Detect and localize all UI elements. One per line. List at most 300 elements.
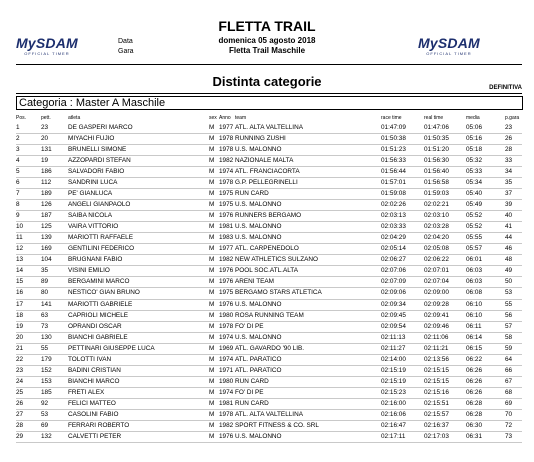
cell-sex: M <box>209 223 215 231</box>
table-row <box>16 167 522 178</box>
cell-atleta: FERRARI ROBERTO <box>68 421 130 429</box>
cell-team: BERGAMO STARS ATLETICA <box>235 289 322 297</box>
table-row <box>16 333 522 344</box>
cell-team: U.S. MALONNO <box>235 201 282 209</box>
cell-anno: 1977 <box>219 124 234 131</box>
table-row <box>16 189 522 200</box>
cell-pgara: 66 <box>505 366 513 374</box>
cell-pos: 28 <box>16 421 24 429</box>
cell-sex: M <box>209 157 215 165</box>
cell-team: ATL. CARPENEDOLO <box>235 245 299 253</box>
cell-atleta: FRETI ALEX <box>68 388 105 396</box>
cell-pgara: 58 <box>505 333 513 341</box>
cell-team: FO' DI PE <box>235 388 264 396</box>
cell-real-time: 02:16:37 <box>424 421 449 429</box>
table-row <box>16 233 522 244</box>
table-row <box>16 432 522 443</box>
cell-sex: M <box>209 168 215 176</box>
logo-tagline: OFFICIAL TIMER <box>426 51 472 56</box>
cell-real-time: 02:04:20 <box>424 234 449 242</box>
cell-atleta: SALVADORI FABIO <box>68 168 125 176</box>
cell-anno: 1980 <box>219 377 234 385</box>
cell-pos: 12 <box>16 245 24 253</box>
cell-pgara: 55 <box>505 300 513 308</box>
cell-pgara: 33 <box>505 157 513 165</box>
cell-sex: M <box>209 300 215 308</box>
cell-pos: 11 <box>16 234 23 242</box>
cell-pett: 112 <box>41 179 52 187</box>
cell-atleta: BADINI CRISTIAN <box>68 366 121 374</box>
cell-pett: 152 <box>41 366 52 374</box>
cell-media: 06:10 <box>466 300 482 308</box>
cell-pgara: 26 <box>505 135 513 143</box>
cell-sex: M <box>209 377 215 385</box>
cell-anno: 1975 <box>219 190 234 198</box>
cell-pgara: 41 <box>505 223 513 231</box>
cell-pett: 126 <box>41 201 52 209</box>
cell-media: 06:03 <box>466 267 482 275</box>
cell-pgara: 73 <box>505 432 513 440</box>
cell-atleta: MARIOTTI GABRIELE <box>68 300 133 308</box>
cell-team: U.S. MALONNO <box>235 300 282 308</box>
cell-media: 05:06 <box>466 124 482 131</box>
col-real-time: real time <box>424 115 444 121</box>
cell-race-time: 02:06:27 <box>381 256 406 264</box>
logo-tagline: OFFICIAL TIMER <box>24 51 70 56</box>
cell-team: RUN CARD <box>235 190 269 198</box>
cell-real-time: 02:11:06 <box>424 333 449 341</box>
cell-real-time: 02:15:57 <box>424 410 449 418</box>
cell-pgara: 40 <box>505 212 513 220</box>
cell-team: U.S. MALONNO <box>235 333 282 341</box>
cell-pgara: 57 <box>505 322 513 330</box>
cell-atleta: PE' GIANLUCA <box>68 190 113 198</box>
cell-anno: 1980 <box>219 311 234 319</box>
cell-atleta: CAPRIOLI MICHELE <box>68 311 129 319</box>
cell-atleta: NESTICO' GIAN BRUNO <box>68 289 140 297</box>
cell-pos: 8 <box>16 201 20 209</box>
cell-anno: 1978 <box>219 146 234 154</box>
cell-atleta: BERGAMINI MARCO <box>68 278 130 286</box>
cell-pos: 1 <box>16 124 20 131</box>
cell-atleta: ANGELI GIANPAOLO <box>68 201 131 209</box>
table-row <box>16 344 522 355</box>
cell-atleta: VISINI EMILIO <box>68 267 110 275</box>
cell-team: RUN CARD <box>235 399 269 407</box>
cell-anno: 1981 <box>219 399 234 407</box>
cell-pos: 17 <box>16 300 24 308</box>
col-pett: pett. <box>41 115 51 121</box>
cell-race-time: 02:15:19 <box>381 377 406 385</box>
cell-pgara: 72 <box>505 421 513 429</box>
cell-sex: M <box>209 421 215 429</box>
cell-real-time: 01:56:40 <box>424 168 449 176</box>
cell-sex: M <box>209 212 215 220</box>
cell-sex: M <box>209 124 215 131</box>
cell-pett: 187 <box>41 212 52 220</box>
cell-real-time: 01:56:58 <box>424 179 449 187</box>
cell-pgara: 50 <box>505 278 513 286</box>
cell-anno: 1974 <box>219 168 234 176</box>
cell-pos: 26 <box>16 399 24 407</box>
cell-pos: 6 <box>16 179 20 187</box>
cell-race-time: 01:51:23 <box>381 146 406 154</box>
col-pgara: p.gara <box>505 115 520 121</box>
cell-anno: 1978 <box>219 135 234 143</box>
cell-pgara: 59 <box>505 344 513 352</box>
cell-team: U.S. MALONNO <box>235 223 282 231</box>
cell-anno: 1976 <box>219 278 234 286</box>
table-row <box>16 377 522 388</box>
cell-media: 05:16 <box>466 135 482 143</box>
cell-race-time: 02:07:09 <box>381 278 406 286</box>
cell-race-time: 02:15:19 <box>381 366 406 374</box>
cell-anno: 1975 <box>219 201 234 209</box>
cell-team: ATL. PARATICO <box>235 366 282 374</box>
cell-sex: M <box>209 344 215 352</box>
cell-pos: 9 <box>16 212 20 220</box>
cell-atleta: BIANCHI GABRIELE <box>68 333 128 341</box>
cell-sex: M <box>209 289 215 297</box>
cell-media: 05:18 <box>466 146 482 154</box>
cell-sex: M <box>209 256 215 264</box>
cell-atleta: OPRANDI OSCAR <box>68 322 122 330</box>
cell-pgara: 69 <box>505 399 513 407</box>
cell-pos: 25 <box>16 388 24 396</box>
table-row <box>16 222 522 233</box>
cell-sex: M <box>209 234 215 242</box>
col-pos: Pos. <box>16 115 27 121</box>
cell-media: 05:32 <box>466 157 482 165</box>
cell-media: 05:55 <box>466 234 482 242</box>
cell-race-time: 02:11:13 <box>381 333 406 341</box>
cell-pos: 21 <box>16 344 24 352</box>
cell-team: ARENI TEAM <box>235 278 274 286</box>
cell-anno: 1976 <box>219 432 234 440</box>
cell-pett: 141 <box>41 300 52 308</box>
cell-sex: M <box>209 278 215 286</box>
cell-pgara: 39 <box>505 201 513 209</box>
cell-race-time: 02:17:11 <box>381 432 406 440</box>
cell-sex: M <box>209 366 215 374</box>
cell-atleta: SAIBA NICOLA <box>68 212 113 220</box>
cell-sex: M <box>209 355 215 363</box>
cell-team: ATL. ALTA VALTELLINA <box>235 410 303 418</box>
cell-anno: 1982 <box>219 256 234 264</box>
cell-real-time: 02:15:16 <box>424 388 449 396</box>
table-row <box>16 288 522 299</box>
table-row <box>16 255 522 266</box>
cell-media: 06:26 <box>466 366 482 374</box>
cell-anno: 1978 <box>219 410 234 418</box>
cell-atleta: BIANCHI MARCO <box>68 377 120 385</box>
cell-real-time: 02:15:15 <box>424 366 449 374</box>
cell-pos: 5 <box>16 168 20 176</box>
cell-media: 05:34 <box>466 179 482 187</box>
table-row <box>16 322 522 333</box>
cell-team: ATL. PARATICO <box>235 355 282 363</box>
cell-atleta: CALVETTI PETER <box>68 432 122 440</box>
cell-pett: 89 <box>41 278 49 286</box>
gara-label: Gara <box>118 48 134 55</box>
cell-race-time: 02:03:13 <box>381 212 406 220</box>
cell-team: U.S. MALONNO <box>235 432 282 440</box>
cell-race-time: 01:47:09 <box>381 124 406 131</box>
table-row <box>16 300 522 311</box>
cell-pos: 22 <box>16 355 24 363</box>
cell-team: ATL. FRANCIACORTA <box>235 168 300 176</box>
cell-atleta: MARIOTTI RAFFAELE <box>68 234 133 242</box>
cell-pgara: 53 <box>505 289 513 297</box>
cell-pos: 15 <box>16 278 24 286</box>
table-header <box>16 114 522 122</box>
cell-anno: 1982 <box>219 421 234 429</box>
cell-pgara: 35 <box>505 179 513 187</box>
cell-atleta: MIYACHI FUJIO <box>68 135 115 143</box>
cell-anno: 1976 <box>219 300 234 308</box>
cell-pett: 92 <box>41 399 49 407</box>
cell-anno: 1978 <box>219 179 234 187</box>
cell-media: 06:11 <box>466 322 482 330</box>
cell-anno: 1974 <box>219 388 234 396</box>
cell-pett: 55 <box>41 344 49 352</box>
cell-real-time: 02:07:04 <box>424 278 449 286</box>
cell-race-time: 02:14:00 <box>381 355 406 363</box>
cell-pos: 13 <box>16 256 24 264</box>
cell-anno: 1982 <box>219 157 234 165</box>
data-label: Data <box>118 38 133 45</box>
cell-team: G.P. PELLEGRINELLI <box>235 179 298 187</box>
logo-wordmark: MySDAM <box>16 35 78 51</box>
cell-race-time: 02:09:54 <box>381 322 406 330</box>
cell-pos: 16 <box>16 289 24 297</box>
cell-team: ATL. ALTA VALTELLINA <box>235 124 303 131</box>
table-row <box>16 410 522 421</box>
cell-media: 06:08 <box>466 289 482 297</box>
cell-real-time: 02:09:46 <box>424 322 449 330</box>
cell-real-time: 01:47:06 <box>424 124 449 131</box>
cell-team: NAZIONALE MALTA <box>235 157 294 165</box>
cell-sex: M <box>209 245 215 253</box>
table-row <box>16 200 522 211</box>
cell-pett: 189 <box>41 190 52 198</box>
cell-media: 06:31 <box>466 432 482 440</box>
cell-sex: M <box>209 201 215 209</box>
cell-pos: 20 <box>16 333 24 341</box>
table-row <box>16 178 522 189</box>
col-team: team <box>235 115 247 121</box>
cell-pett: 131 <box>41 146 52 154</box>
table-row <box>16 421 522 432</box>
cell-team: RUN CARD <box>235 377 269 385</box>
cell-race-time: 01:50:38 <box>381 135 406 143</box>
cell-race-time: 02:05:14 <box>381 245 406 253</box>
cell-anno: 1976 <box>219 212 234 220</box>
cell-pos: 10 <box>16 223 24 231</box>
cell-media: 05:49 <box>466 201 482 209</box>
cell-atleta: BRUNELLI SIMONE <box>68 146 127 154</box>
cell-anno: 1981 <box>219 223 234 231</box>
cell-race-time: 02:11:27 <box>381 344 406 352</box>
title-divider <box>16 93 522 94</box>
cell-pett: 125 <box>41 223 52 231</box>
cell-pett: 53 <box>41 410 49 418</box>
cell-team: RUNNING ZUSHI <box>235 135 286 143</box>
cell-pgara: 70 <box>505 410 513 418</box>
logo-wordmark: MySDAM <box>418 35 480 51</box>
cell-anno: 1978 <box>219 322 234 330</box>
cell-pett: 185 <box>41 388 52 396</box>
cell-media: 05:52 <box>466 212 482 220</box>
cell-real-time: 01:59:03 <box>424 190 449 198</box>
cell-pos: 23 <box>16 366 24 374</box>
cell-media: 05:52 <box>466 223 482 231</box>
cell-atleta: DE GASPERI MARCO <box>68 124 133 131</box>
cell-sex: M <box>209 322 215 330</box>
col-race-time: race time <box>381 115 402 121</box>
cell-real-time: 02:11:21 <box>424 344 449 352</box>
table-row <box>16 355 522 366</box>
col-atleta: atleta <box>68 115 81 121</box>
cell-anno: 1971 <box>219 366 234 374</box>
cell-real-time: 02:05:08 <box>424 245 449 253</box>
cell-sex: M <box>209 190 215 198</box>
cell-pett: 169 <box>41 245 52 253</box>
cell-sex: M <box>209 135 215 143</box>
cell-atleta: CASOLINI FABIO <box>68 410 119 418</box>
cell-team: ROSA RUNNING TEAM <box>235 311 304 319</box>
event-name: Fletta Trail Maschile <box>228 46 306 55</box>
cell-atleta: FELICI MATTEO <box>68 399 116 407</box>
cell-race-time: 02:04:29 <box>381 234 406 242</box>
header-divider <box>16 64 522 65</box>
cell-pos: 3 <box>16 146 20 154</box>
cell-race-time: 01:59:08 <box>381 190 406 198</box>
document-title: Distinta categorie <box>212 74 322 89</box>
cell-pett: 130 <box>41 333 52 341</box>
cell-team: U.S. MALONNO <box>235 146 282 154</box>
cell-pgara: 34 <box>505 168 513 176</box>
cell-media: 06:26 <box>466 388 482 396</box>
cell-pgara: 44 <box>505 234 513 242</box>
cell-real-time: 01:56:30 <box>424 157 449 165</box>
cell-media: 06:10 <box>466 311 482 319</box>
cell-pos: 7 <box>16 190 20 198</box>
cell-pgara: 67 <box>505 377 513 385</box>
cell-pgara: 48 <box>505 256 513 264</box>
cell-sex: M <box>209 179 215 187</box>
cell-media: 06:14 <box>466 333 482 341</box>
cell-pgara: 68 <box>505 388 513 396</box>
cell-pos: 18 <box>16 311 24 319</box>
cell-pett: 186 <box>41 168 52 176</box>
cell-anno: 1974 <box>219 333 234 341</box>
table-row <box>16 266 522 277</box>
cell-pett: 63 <box>41 311 49 319</box>
cell-race-time: 01:57:01 <box>381 179 406 187</box>
cell-pett: 35 <box>41 267 49 275</box>
cell-real-time: 02:03:10 <box>424 212 449 220</box>
cell-team: SPORT FITNESS & CO. SRL <box>235 421 319 429</box>
category-box: Categoria : Master A Maschile <box>16 96 523 110</box>
cell-race-time: 02:09:34 <box>381 300 406 308</box>
cell-atleta: VAIRA VITTORIO <box>68 223 119 231</box>
cell-anno: 1969 <box>219 344 234 352</box>
cell-pett: 153 <box>41 377 52 385</box>
cell-real-time: 02:06:22 <box>424 256 449 264</box>
table-row <box>16 156 522 167</box>
cell-sex: M <box>209 311 215 319</box>
cell-pgara: 28 <box>505 146 513 154</box>
cell-pos: 29 <box>16 432 24 440</box>
cell-real-time: 02:13:56 <box>424 355 449 363</box>
cell-atleta: TOLOTTI IVAN <box>68 355 112 363</box>
cell-pett: 23 <box>41 124 49 131</box>
cell-real-time: 01:50:35 <box>424 135 449 143</box>
cell-race-time: 02:03:33 <box>381 223 406 231</box>
table-row <box>16 123 522 134</box>
cell-media: 06:15 <box>466 344 482 352</box>
cell-pett: 80 <box>41 289 49 297</box>
table-row <box>16 388 522 399</box>
table-row <box>16 311 522 322</box>
cell-media: 06:03 <box>466 278 482 286</box>
cell-race-time: 02:09:06 <box>381 289 406 297</box>
cell-pgara: 49 <box>505 267 513 275</box>
cell-pett: 20 <box>41 135 49 143</box>
cell-media: 06:22 <box>466 355 482 363</box>
event-title: FLETTA TRAIL <box>218 18 316 34</box>
table-row <box>16 134 522 145</box>
cell-sex: M <box>209 432 215 440</box>
cell-real-time: 02:09:41 <box>424 311 449 319</box>
cell-media: 05:57 <box>466 245 482 253</box>
mysdam-logo-right <box>418 36 480 56</box>
cell-atleta: AZZOPARDI STEFAN <box>68 157 131 165</box>
cell-sex: M <box>209 146 215 154</box>
cell-pgara: 64 <box>505 355 513 363</box>
cell-media: 05:40 <box>466 190 482 198</box>
cell-anno: 1983 <box>219 234 234 242</box>
table-row <box>16 277 522 288</box>
cell-race-time: 02:15:23 <box>381 388 406 396</box>
col-sex: sex <box>209 115 217 121</box>
cell-pett: 179 <box>41 355 52 363</box>
cell-sex: M <box>209 388 215 396</box>
cell-pos: 2 <box>16 135 20 143</box>
cell-team: U.S. MALONNO <box>235 234 282 242</box>
cell-real-time: 02:07:01 <box>424 267 449 275</box>
cell-media: 06:28 <box>466 410 482 418</box>
cell-sex: M <box>209 333 215 341</box>
cell-real-time: 02:02:21 <box>424 201 449 209</box>
cell-pgara: 56 <box>505 311 513 319</box>
cell-team: NEW ATHLETICS SULZANO <box>235 256 318 264</box>
cell-race-time: 01:56:33 <box>381 157 406 165</box>
cell-pos: 27 <box>16 410 24 418</box>
cell-real-time: 02:15:15 <box>424 377 449 385</box>
cell-race-time: 02:16:00 <box>381 399 406 407</box>
cell-pett: 132 <box>41 432 52 440</box>
cell-media: 06:26 <box>466 377 482 385</box>
cell-pos: 4 <box>16 157 20 165</box>
table-row <box>16 145 522 156</box>
cell-race-time: 02:16:06 <box>381 410 406 418</box>
cell-pett: 19 <box>41 157 49 165</box>
cell-race-time: 02:09:45 <box>381 311 406 319</box>
table-row <box>16 211 522 222</box>
cell-media: 06:28 <box>466 399 482 407</box>
